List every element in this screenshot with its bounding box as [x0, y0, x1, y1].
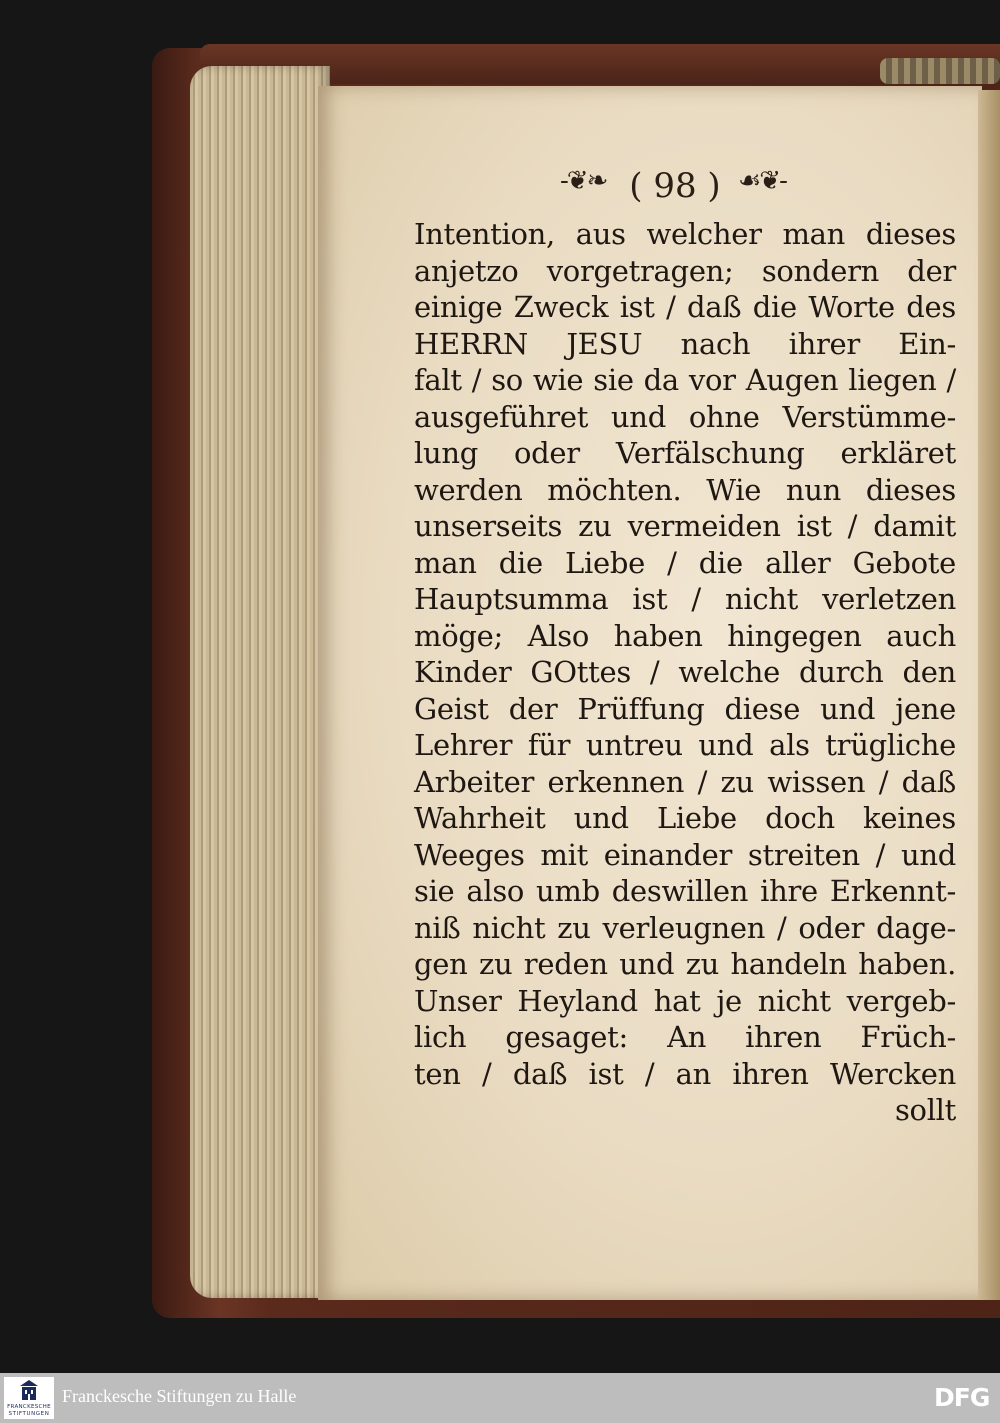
text-line: Kinder GOttes / welche durch den — [414, 655, 956, 689]
text-line: Weeges mit einander streiten / und — [414, 837, 956, 872]
dfg-logo[interactable]: DFG — [934, 1383, 990, 1412]
text-line: lung oder Verfälschung erkläret — [414, 436, 956, 470]
text-line: unserseits zu vermeiden ist / damit — [414, 509, 956, 543]
text-line: Intention, aus welcher man dieses — [414, 217, 956, 251]
institution-name: Franckesche Stiftungen zu Halle — [62, 1386, 297, 1406]
text-line: gen zu reden und zu handeln haben. — [414, 947, 956, 981]
page-edges — [190, 66, 330, 1298]
text-line: ausgeführet und ohne Verstümme- — [414, 399, 956, 434]
text-line: falt / so wie sie da vor Augen liegen / — [414, 363, 956, 397]
logo-text-line1: FRANCKESCHE — [7, 1404, 51, 1410]
text-line: werden möchten. Wie nun dieses — [414, 472, 956, 507]
logo-text-line2: STIFTUNGEN — [8, 1411, 50, 1417]
page-gutter — [978, 90, 1000, 1300]
text-line: sie also umb deswillen ihre Erkennt- — [414, 874, 956, 908]
text-line: Lehrer für untreu und als trügliche — [414, 728, 956, 762]
text-line: Arbeiter erkennen / zu wissen / daß — [414, 764, 956, 799]
book-headband — [880, 58, 1000, 84]
text-line: HERRN JESU nach ihrer Ein- — [414, 326, 956, 361]
ornament-left-icon: -❦❧ — [560, 166, 607, 196]
text-line: Hauptsumma ist / nicht verletzen — [414, 582, 956, 616]
building-icon — [20, 1380, 38, 1402]
text-line: man die Liebe / die aller Gebote — [414, 545, 956, 580]
text-line: lich gesaget: An ihren Früch- — [414, 1020, 956, 1054]
page-number: ( 98 ) — [629, 166, 721, 206]
institution-logo[interactable] — [4, 1377, 54, 1419]
footer-bar — [0, 1373, 1000, 1423]
text-line: ten / daß ist / an ihren Wercken — [414, 1056, 956, 1091]
text-line: möge; Also haben hingegen auch — [414, 618, 956, 653]
page-header — [560, 166, 800, 206]
text-line: Wahrheit und Liebe doch keines — [414, 801, 956, 835]
ornament-right-icon: ☙❦- — [738, 166, 786, 196]
text-line: anjetzo vorgetragen; sondern der — [414, 253, 956, 288]
text-line: Unser Heyland hat je nicht vergeb- — [414, 983, 956, 1018]
text-line: sollt — [894, 1093, 956, 1127]
text-line: Geist der Prüffung diese und jene — [414, 691, 956, 726]
text-line: einige Zweck ist / daß die Worte des — [414, 290, 956, 324]
page-text — [414, 216, 956, 1129]
text-line: niß nicht zu verleugnen / oder dage- — [414, 910, 956, 945]
